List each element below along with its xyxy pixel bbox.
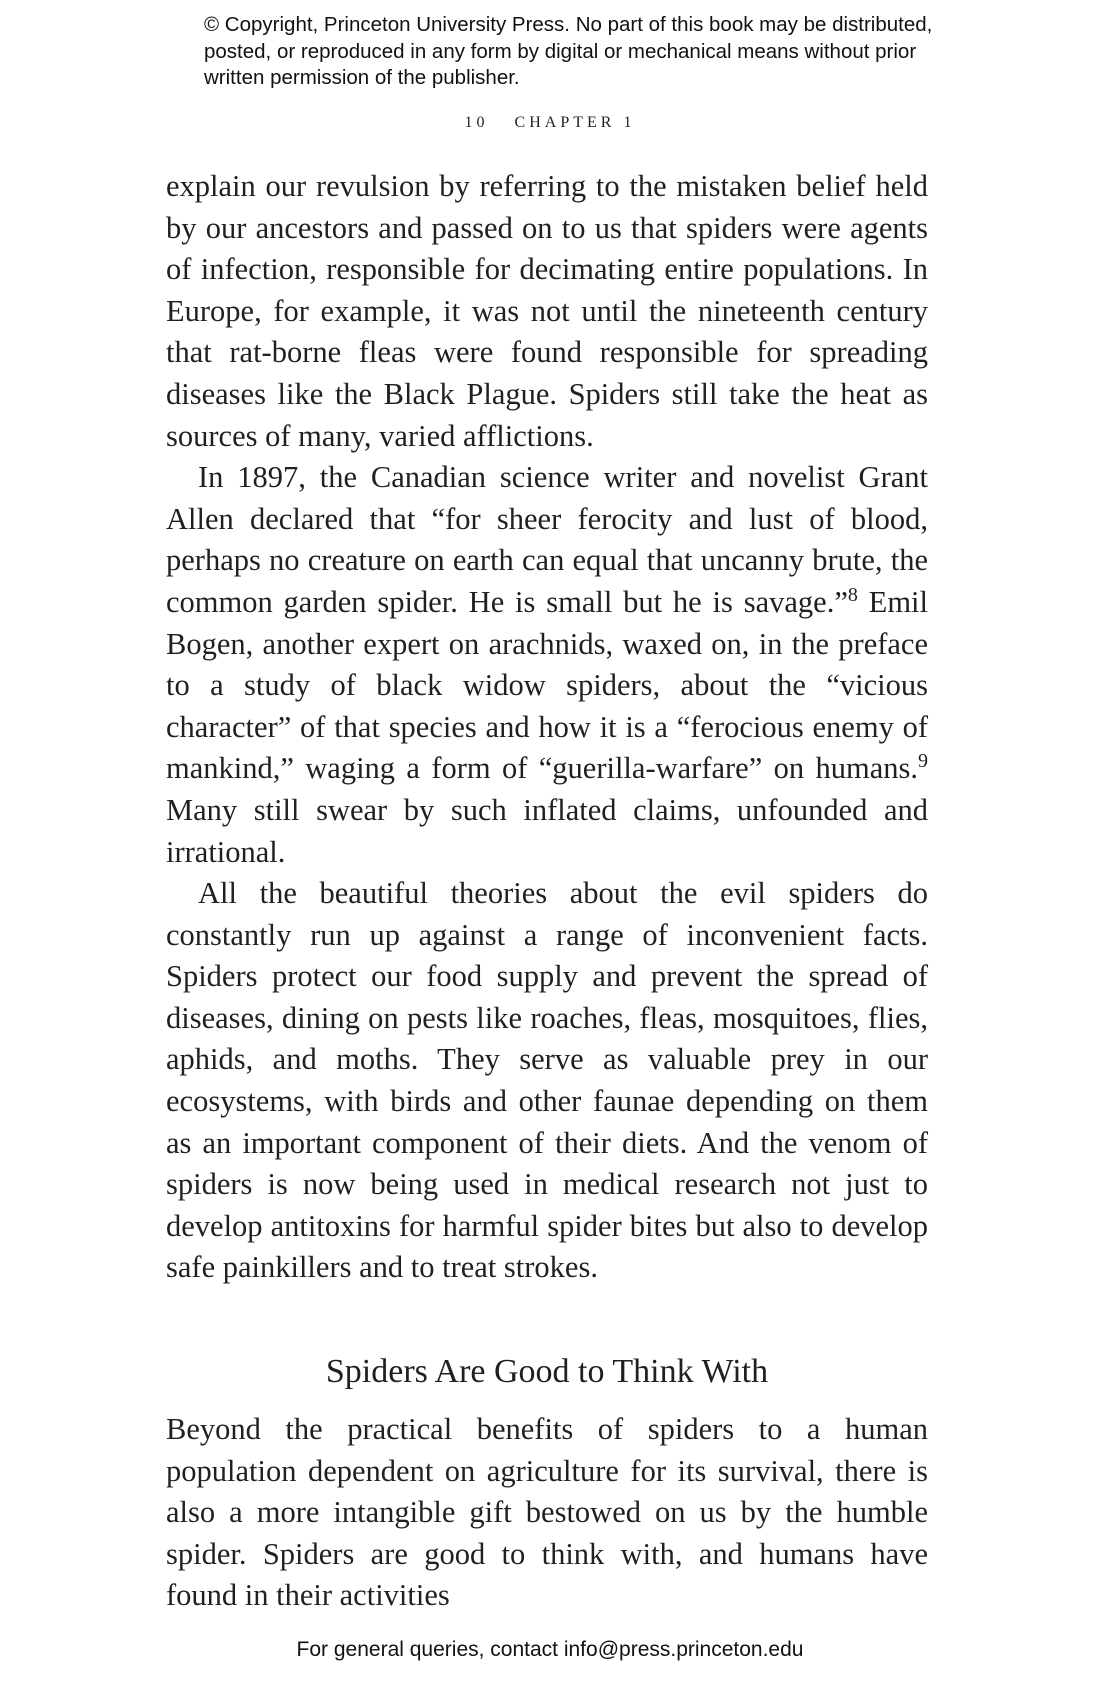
chapter-label: CHAPTER 1: [514, 114, 636, 131]
paragraph-4: Beyond the practical benefits of spiders to a human population dependent on agriculture for its survival, there is also a more intangible gift bestowed on us by the humble spider. Spiders are good to think with, and humans have found in their activities: [166, 1412, 928, 1613]
paragraph-1: explain our revulsion by referring to the mistaken belief held by our ancestors and passed on to us that spiders were agents of infection, responsible for decimating entire populations. In Europe, for example, it was not until the nineteenth century that rat-borne fleas were found responsible for spreading diseases like the Black Plague. Spiders still take the heat as sources of many, varied afflictions.: [166, 169, 928, 453]
paragraph-2-part-b: Emil Bogen, another expert on arachnids, waxed on, in the preface to a study of black widow spiders, about the “vicious character” of that species and how it is a “ferocious enemy of mankind,” waging a form of “guerilla-warfare” on humans.: [166, 584, 928, 786]
footer-contact: For general queries, contact info@press.princeton.edu: [296, 1638, 804, 1661]
footnote-ref-8: 8: [847, 583, 858, 606]
paragraph-2: [166, 457, 928, 873]
body-text: [166, 166, 928, 1617]
paragraph-2-part-a: In 1897, the Canadian science writer and novelist Grant Allen declared that “for sheer ferocity and lust of blood, perhaps no creature on earth can equal that uncanny brute, the common garden spider. He is small but he is savage.”: [166, 460, 928, 619]
paragraph-3: All the beautiful theories about the evil spiders do constantly run up against a range of inconvenient facts. Spiders protect our food supply and prevent the spread of diseases, dining on pests like roaches, fleas, mosquitoes, flies, aphids, and moths. They serve as valuable prey in our ecosystems, with birds and other faunae depending on them as an important component of their diets. And the venom of spiders is now being used in medical research not just to develop antitoxins for harmful spider bites but also to develop safe painkillers and to treat strokes.: [166, 876, 928, 1285]
running-head: [0, 114, 1100, 132]
section-heading: Spiders Are Good to Think With: [325, 1353, 769, 1391]
footnote-ref-9: 9: [918, 750, 928, 773]
page-number: 10: [464, 114, 489, 131]
paragraph-2-part-c: Many still swear by such inflated claims, unfounded and irrational.: [166, 792, 928, 869]
copyright-notice: © Copyright, Princeton University Press. No part of this book may be distributed, posted, or reproduced in any form by digital or mechanical means without prior written permission of the publisher.: [204, 13, 933, 89]
